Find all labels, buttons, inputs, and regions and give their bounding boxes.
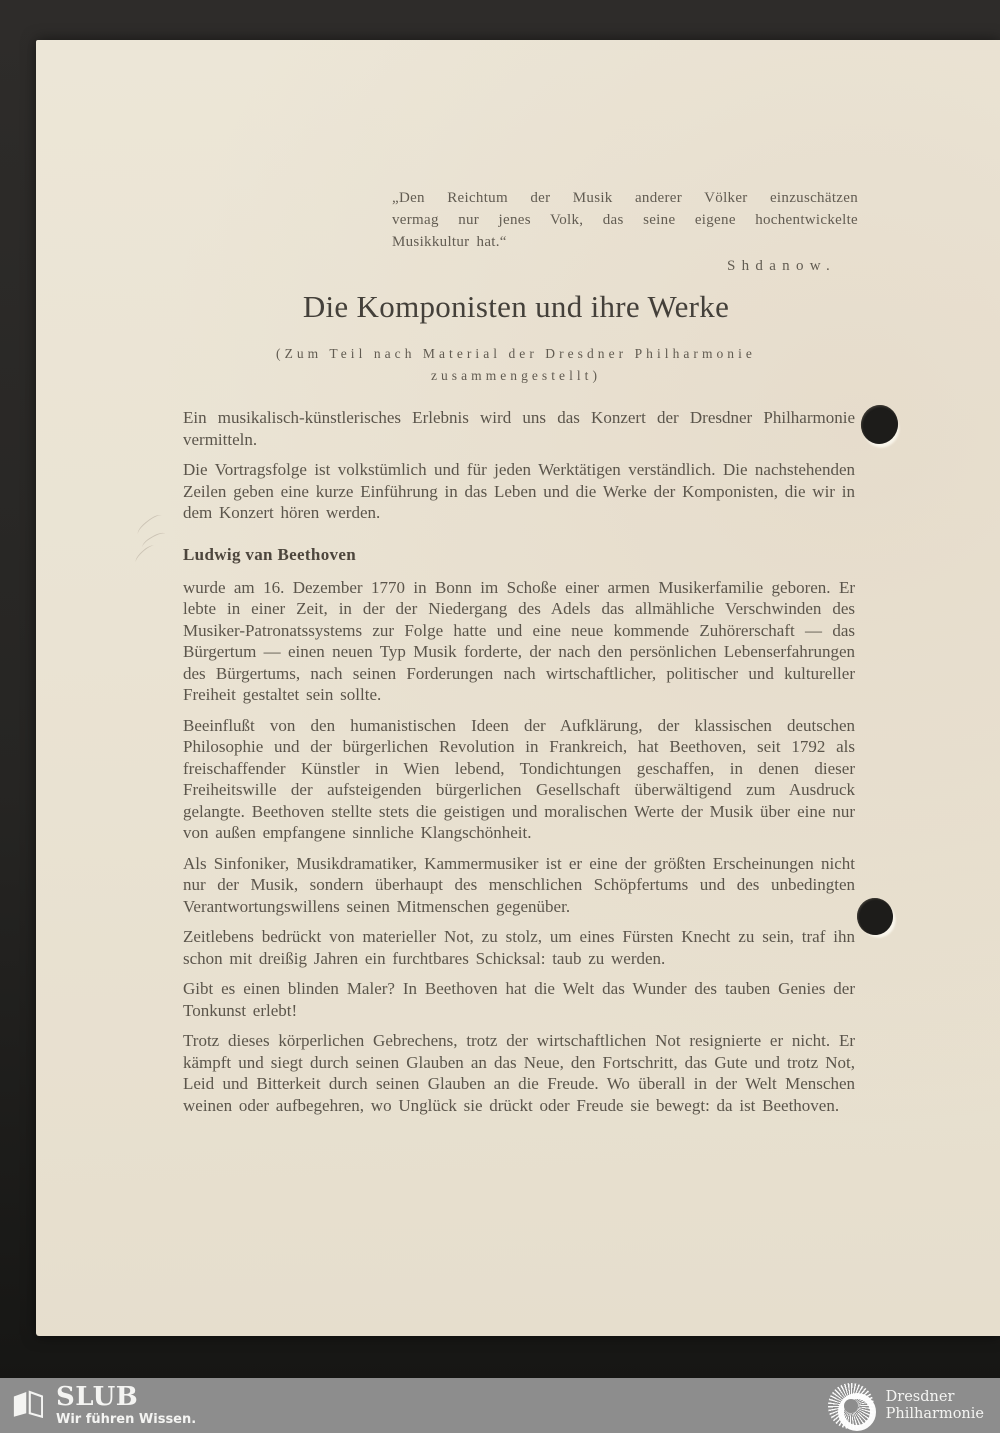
punch-hole bbox=[855, 896, 896, 938]
slub-logo bbox=[13, 1381, 197, 1428]
page-title: Die Komponisten und ihre Werke bbox=[302, 289, 730, 324]
section-paragraph: Zeitlebens bedrückt von materieller Not, zu stolz, um eines Fürsten Knecht zu sein, traf ihn schon mit dreißig Jahren ein furchtbares Schicksal: taub zu werden. bbox=[183, 927, 855, 968]
epigraph-quote bbox=[392, 187, 858, 277]
philharmonie-name-line: Dresdner bbox=[885, 1388, 955, 1405]
section-paragraph: Beeinflußt von den humanistischen Ideen der Aufklärung, der klassischen deutschen Philosophie und der bürgerlichen Revolution in Frankreich, hat Beethoven, seit 1792 als freischaffender Künstler in Wien lebend, Tondichtungen geschaffen, in denen dieser Freiheitswille der aufsteigenden bürgerlichen Gesellschaft überwältigend zum Ausdruck gelangte. Beethoven stellte stets die geistigen und moralischen Werte der Musik über eine nur von außen empfangene sinnliche Klangschönheit. bbox=[183, 715, 855, 842]
philharmonie-wordmark bbox=[886, 1389, 984, 1423]
intro-paragraph: Die Vortragsfolge ist volkstümlich und für jeden Werktätigen verständlich. Die nachstehenden Zeilen geben eine kurze Einführung in das Leben und die Werke der Komponisten, die wir in dem Konzert hören werden. bbox=[183, 460, 855, 522]
pencil-scribble bbox=[131, 508, 177, 566]
punch-hole bbox=[857, 402, 901, 448]
epigraph-line: vermag nur jenes Volk, das seine eigene hochentwickelte bbox=[392, 212, 858, 228]
subtitle-line: zusammengestellt) bbox=[430, 368, 602, 383]
philharmonie-name-line: Philharmonie bbox=[885, 1405, 984, 1422]
section-paragraph: Gibt es einen blinden Maler? In Beethoven hat die Welt das Wunder des tauben Genies der Tonkunst erlebt! bbox=[183, 979, 855, 1020]
subtitle-line: (Zum Teil nach Material der Dresdner Philharmonie bbox=[276, 346, 756, 361]
branding-footer bbox=[0, 1378, 1000, 1433]
epigraph-attribution: Shdanow. bbox=[726, 258, 836, 274]
section-paragraph: wurde am 16. Dezember 1770 in Bonn im Schoße einer armen Musikerfamilie geboren. Er lebte in einer Zeit, in der der Niedergang des Adels das allmähliche Verschwinden des Musiker-Patronatssystems zur Folge hatte und eine neue kommende Zuhörerschaft — das Bürgertum — einen neuen Typ Musik forderte, der nach den persönlichen Lebenserfahrungen des Bürgertums, nach seinen Forderungen nach wirtschaftlicher, politischer und kultureller Freiheit gestaltet sein sollte. bbox=[183, 577, 855, 704]
intro-paragraph: Ein musikalisch-künstlerisches Erlebnis wird uns das Konzert der Dresdner Philharmonie vermitteln. bbox=[183, 408, 855, 449]
page-subtitle bbox=[146, 343, 886, 387]
epigraph-line: Musikkultur hat.“ bbox=[392, 234, 507, 250]
section-paragraph: Trotz dieses körperlichen Gebrechens, trotz der wirtschaftlichen Not resignierte er nicht. Er kämpft und siegt durch seinen Glauben an das Neue, den Fortschritt, das Gute und trotz Not, Leid und Bitterkeit durch seinen Glauben an die Freude. Wo überall in der Welt Menschen weinen oder aufbegehren, wo Unglück sie drückt oder Freude sie bewegt: da ist Beethoven. bbox=[183, 1031, 855, 1115]
slub-name: SLUB bbox=[56, 1381, 139, 1412]
dresdner-philharmonie-logo bbox=[828, 1383, 984, 1429]
body-text bbox=[183, 407, 855, 1116]
slub-tagline: Wir führen Wissen. bbox=[56, 1411, 197, 1427]
philharmonie-starburst-icon bbox=[828, 1383, 874, 1429]
slub-wordmark bbox=[56, 1381, 197, 1428]
section-heading-beethoven: Ludwig van Beethoven bbox=[183, 544, 357, 564]
slub-book-icon bbox=[13, 1389, 43, 1418]
epigraph-line: „Den Reichtum der Musik anderer Völker einzuschätzen bbox=[392, 190, 858, 206]
scanned-document-page bbox=[36, 40, 1000, 1336]
section-paragraph: Als Sinfoniker, Musikdramatiker, Kammermusiker ist er eine der größten Erscheinungen nicht nur der Musik, sondern überhaupt des menschlichen Schöpfertums und des unbedingten Verantwortungswillens seinen Mitmenschen gegenüber. bbox=[183, 853, 855, 916]
